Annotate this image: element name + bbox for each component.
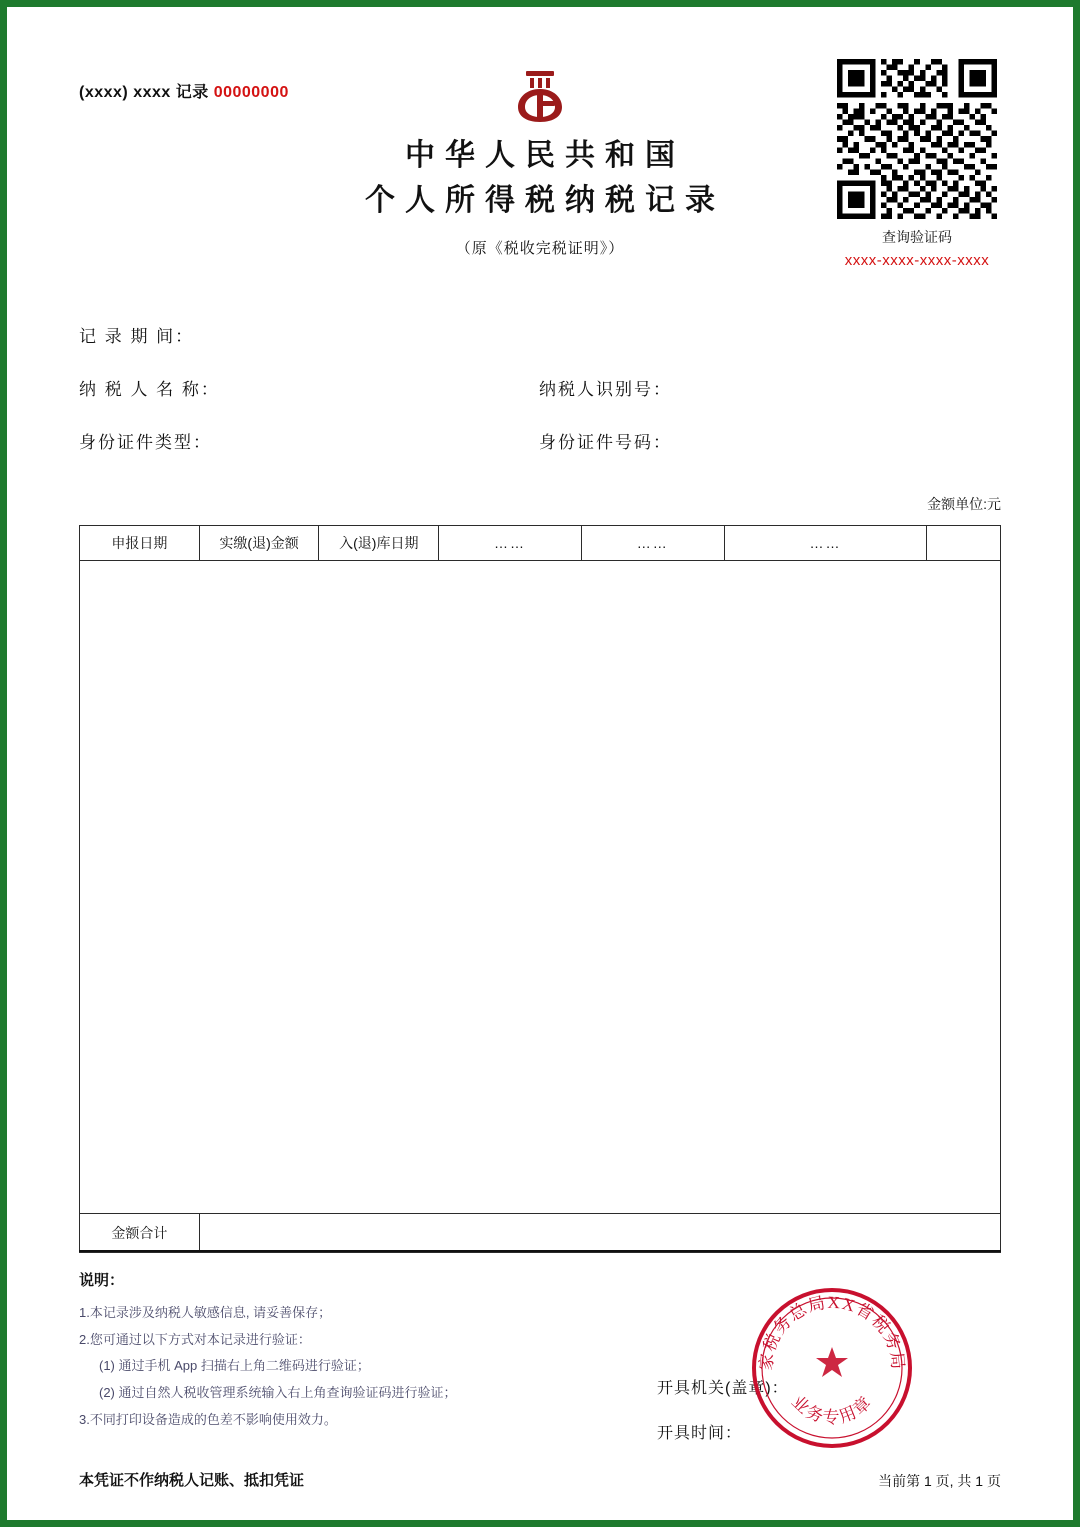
title-subtitle: （原《税收完税证明》） [455,240,625,257]
issuing-authority-label: 开具机关(盖章)： [657,1380,789,1397]
svg-text:业务专用章: 业务专用章 [787,1391,877,1428]
table-total-row [80,1214,1001,1253]
svg-text:家税务总局XX省税务局: 家税务总局XX省税务局 [756,1292,908,1372]
footer-note: 本凭证不作纳税人记账、抵扣凭证 [79,1472,305,1489]
id-type-label: 身份证件类型： [79,433,212,452]
record-period-label: 记 录 期 间： [79,327,195,346]
issuing-date-label: 开具时间： [657,1425,743,1442]
field-row-name [79,375,1001,400]
title-line-1: 中华人民共和国 [405,139,685,172]
field-row-identity [79,428,1001,453]
id-number-label: 身份证件号码： [539,433,672,452]
column-header-treasury-date: 入(退)库日期 [319,526,439,561]
record-number-value: 00000000 [213,84,289,101]
page-indicator: 当前第 1 页, 共 1 页 [878,1473,1001,1489]
qr-code-icon [837,59,997,219]
verification-block [833,59,1001,269]
note-item-1: 1.本记录涉及纳税人敏感信息, 请妥善保存； [79,1305,332,1320]
field-row-period [79,322,1001,347]
column-header-paid-amount: 实缴(退)金额 [199,526,319,561]
column-header-extra-1: …… [439,526,582,561]
table-body-row [80,561,1001,1214]
verification-code-label: 查询验证码 [882,229,952,245]
taxpayer-fields [79,322,1001,481]
record-number [79,79,289,102]
table-header-row [80,526,1001,561]
column-header-extra-2: …… [581,526,724,561]
record-number-prefix: (xxxx) xxxx 记录 [79,84,214,101]
total-amount-label: 金额合计 [80,1214,200,1253]
column-header-extra-4 [927,526,1001,561]
section-divider [79,1250,1001,1252]
taxpayer-id-label: 纳税人识别号： [539,380,672,399]
note-item-5: 3.不同打印设备造成的色差不影响使用效力。 [79,1411,337,1427]
column-header-declare-date: 申报日期 [80,526,200,561]
column-header-extra-3: …… [724,526,927,561]
taxpayer-name-label: 纳 税 人 名 称： [79,380,220,399]
amount-unit-note: 金额单位:元 [927,496,1001,512]
notes-title: 说明： [79,1272,125,1289]
note-item-2: 2.您可通过以下方式对本记录进行验证： [79,1331,311,1347]
note-item-3: (1) 通过手机 App 扫描右上角二维码进行验证； [99,1358,370,1374]
tax-records-table [79,525,1001,1253]
total-amount-value [199,1214,1000,1253]
table-empty-body [80,561,1001,1214]
document-inner [7,7,1073,1520]
title-line-2: 个人所得税纳税记录 [365,184,725,217]
notes-section [79,1269,679,1433]
note-item-4: (2) 通过自然人税收管理系统输入右上角查询验证码进行验证； [99,1384,457,1400]
issuing-section [657,1375,789,1465]
verification-code-value: xxxx-xxxx-xxxx-xxxx [844,252,990,269]
